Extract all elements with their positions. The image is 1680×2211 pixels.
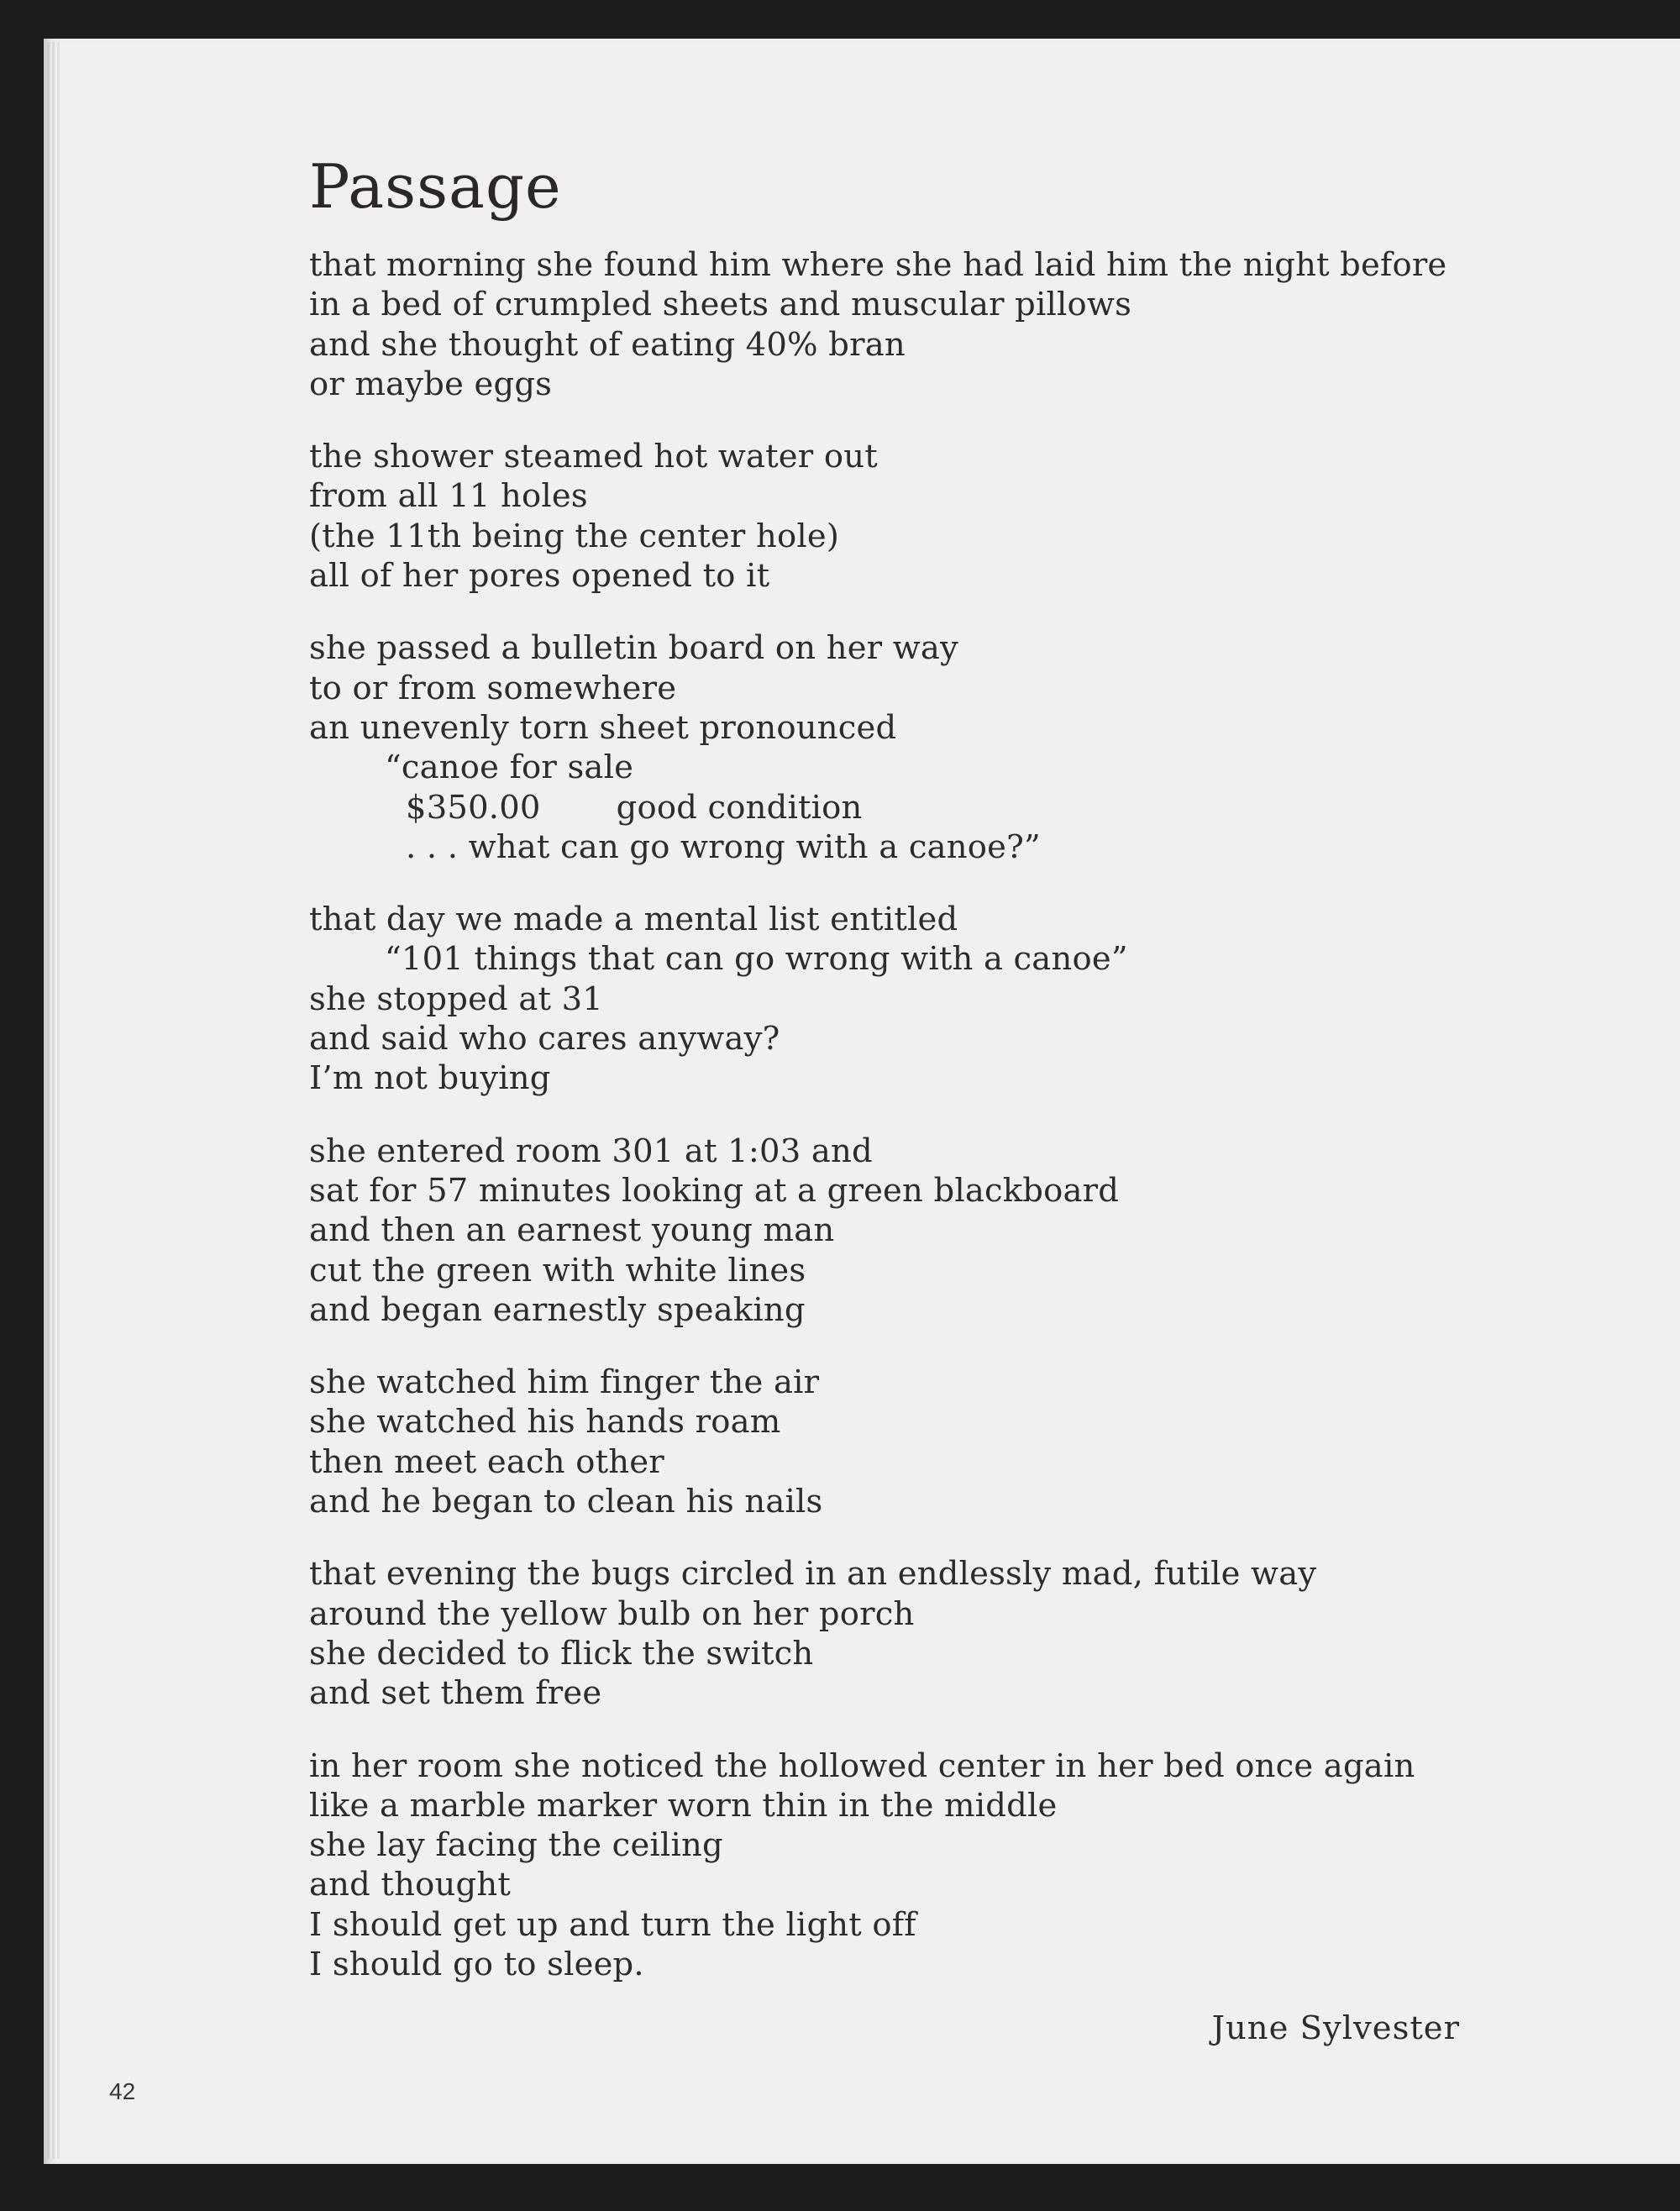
poem-line: from all 11 holes xyxy=(309,477,588,516)
stanza-8 xyxy=(309,1746,1446,1985)
poem-title: Passage xyxy=(309,151,562,222)
poem-line-sign-price xyxy=(309,788,1446,827)
poem-line: all of her pores opened to it xyxy=(309,557,770,596)
poem-line: the shower steamed hot water out xyxy=(309,438,878,476)
poem-line: I should go to sleep. xyxy=(309,1945,644,1983)
stanza-1 xyxy=(309,245,1446,404)
page-edge xyxy=(57,42,60,2159)
stanza-3 xyxy=(309,628,1446,867)
poem-line: she lay facing the ceiling xyxy=(309,1826,723,1865)
poem-line: she watched him finger the air xyxy=(309,1363,820,1402)
poem-line: then meet each other xyxy=(309,1442,664,1481)
poem-line: that evening the bugs circled in an endlessly mad, futile way xyxy=(309,1555,1317,1594)
poem-line: an unevenly torn sheet pronounced xyxy=(309,708,897,747)
poem-line: cut the green with white lines xyxy=(309,1251,806,1289)
poem-line: I should get up and turn the light off xyxy=(309,1905,916,1944)
poem-line: she decided to flick the switch xyxy=(309,1634,814,1673)
poem-line: and then an earnest young man xyxy=(309,1211,835,1250)
poem-line: (the 11th being the center hole) xyxy=(309,517,840,555)
page-edge xyxy=(47,42,50,2159)
poem-line: and said who cares anyway? xyxy=(309,1020,780,1058)
poem-line: and thought xyxy=(309,1866,511,1904)
poem-line: in her room she noticed the hollowed center in her bed once again xyxy=(309,1746,1415,1785)
poem-line: in a bed of crumpled sheets and muscular pillows xyxy=(309,286,1132,324)
stanza-7 xyxy=(309,1554,1446,1713)
poem-line: she passed a bulletin board on her way xyxy=(309,629,958,668)
poem-line: and he began to clean his nails xyxy=(309,1483,823,1521)
poem-line: around the yellow bulb on her porch xyxy=(309,1594,915,1633)
poem-line: to or from somewhere xyxy=(309,669,677,707)
poem-line-list-title: “101 things that can go wrong with a canoe” xyxy=(385,940,1128,979)
poem-line: and she thought of eating 40% bran xyxy=(309,325,906,364)
poem-line: that day we made a mental list entitled xyxy=(309,901,958,939)
sign-condition: good condition xyxy=(616,788,863,827)
stanza-5 xyxy=(309,1132,1446,1330)
poem-line-sign-question: . . . what can go wrong with a canoe?” xyxy=(406,827,1041,866)
poem-body xyxy=(309,245,1446,2017)
sign-price: $350.00 xyxy=(406,788,541,827)
poem-line: she watched his hands roam xyxy=(309,1403,781,1442)
poem-line: she entered room 301 at 1:03 and xyxy=(309,1132,873,1170)
author-name: June Sylvester xyxy=(1211,2009,1460,2047)
poem-line-sign-quote: “canoe for sale xyxy=(385,748,634,787)
poem-line: or maybe eggs xyxy=(309,365,553,403)
poem-line: that morning she found him where she had laid him the night before xyxy=(309,246,1447,284)
poem-line: she stopped at 31 xyxy=(309,979,603,1018)
stanza-4 xyxy=(309,900,1446,1098)
stanza-2 xyxy=(309,437,1446,596)
poem-line: like a marble marker worn thin in the middle xyxy=(309,1786,1058,1825)
page-edge xyxy=(52,42,55,2159)
poem-line: and set them free xyxy=(309,1674,602,1713)
poem-line: I’m not buying xyxy=(309,1059,551,1098)
page-number: 42 xyxy=(109,2078,136,2104)
poem-line: sat for 57 minutes looking at a green blackboard xyxy=(309,1171,1120,1210)
poem-line: and began earnestly speaking xyxy=(309,1290,806,1329)
stanza-6 xyxy=(309,1363,1446,1521)
